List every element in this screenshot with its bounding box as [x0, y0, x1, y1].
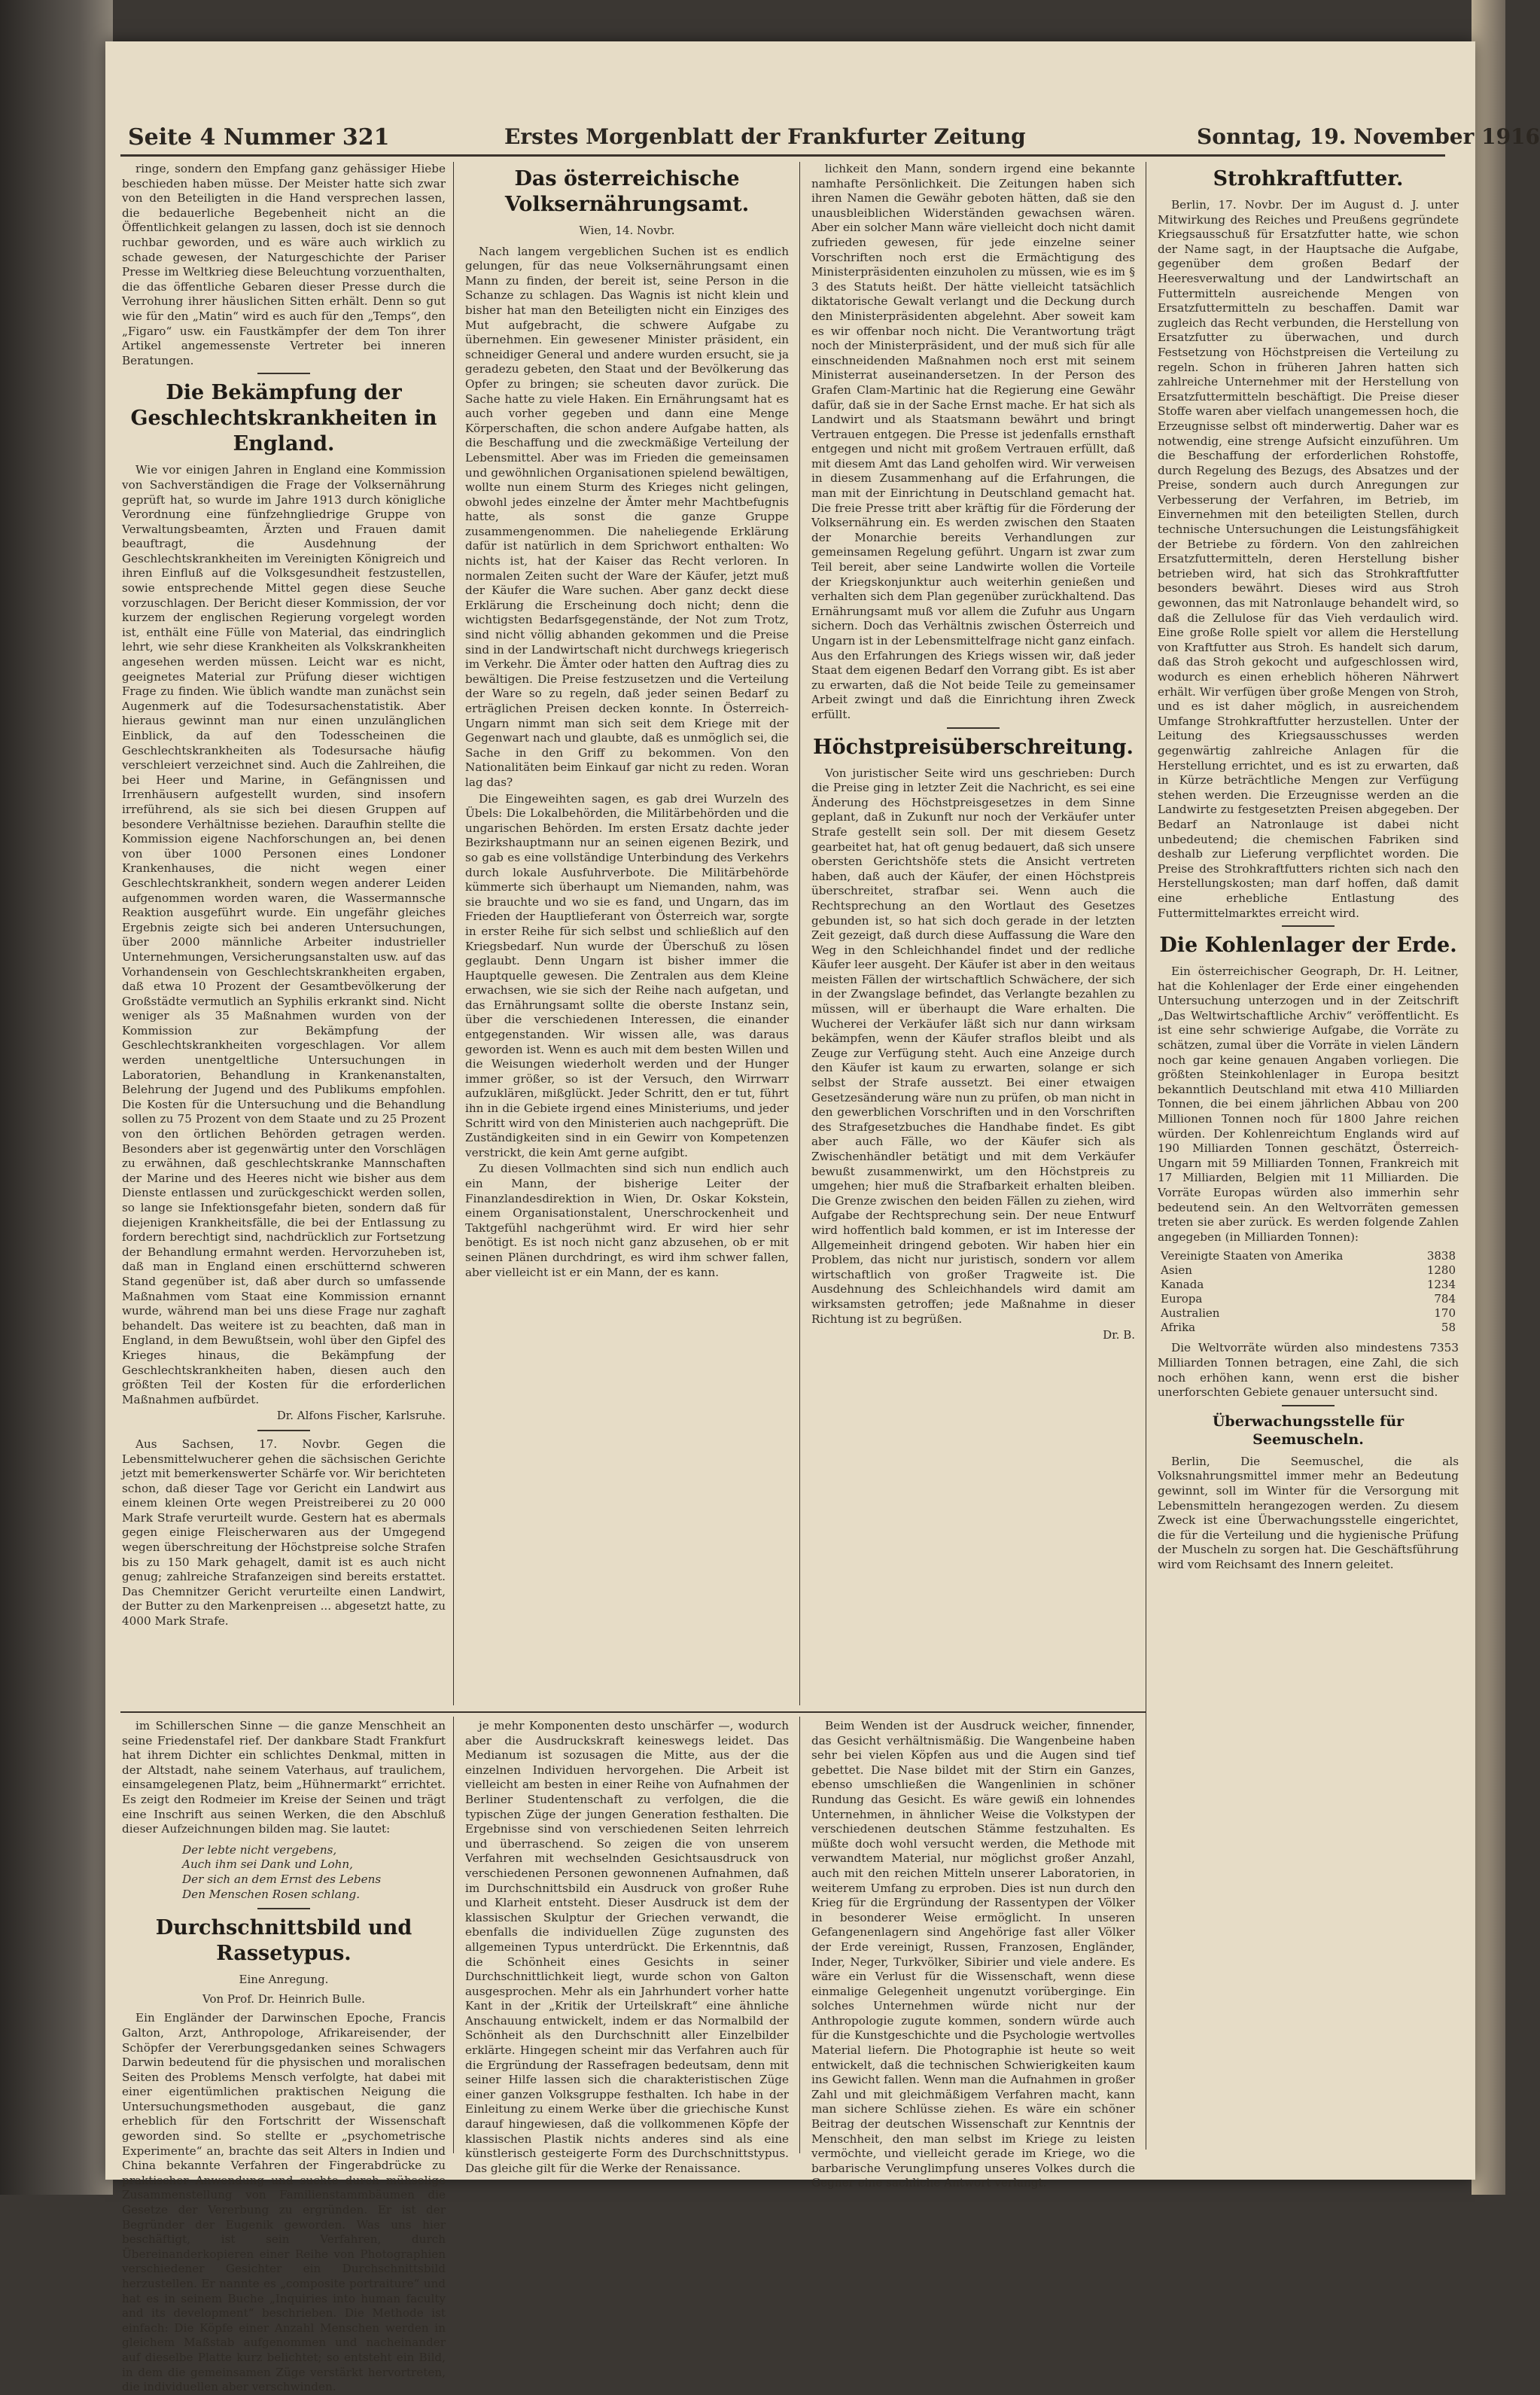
- page-stack-edge: [1472, 0, 1505, 2195]
- short-rule: [947, 727, 1000, 729]
- table-row: [1158, 1292, 1459, 1306]
- column-divider: [453, 162, 454, 1705]
- feuilleton-body: Beim Wenden ist der Ausdruck weicher, finnender, das Gesicht verhältnismäßig. Die Wangenbeine haben sehr bei vielen Köpfen aus und die Augen sind tief gebettet. Die Nase bildet mit der Stirn ein Ganzes, ebenso umschließen die Wangenlinien in schöner Rundung das Gesicht. Es wäre gewiß ein lohnendes Unternehmen, in ähnlicher Weise die Volkstypen der verschiedenen deutschen Stämme festzuhalten. Es müßte doch wohl versucht werden, die Methode mit verwandtem Material, nur möglichst großer Anzahl, auch mit den reichen Mitteln unserer Laboratorien, in weiterem Umfang zu erproben. Dies ist nun durch den Krieg für die Ergründung der Rassentypen der Völker in besonderer Weise ermöglicht. In unseren Gefangenenlagern sind Angehörige fast aller Völker der Erde vereinigt, Russen, Franzosen, Engländer, Inder, Neger, Turkvölker, Sibirier und viele andere. Es wäre ein Verlust für die Wissenschaft, wenn diese einmalige Gelegenheit ungenutzt vorüberginge. Ein solches Unternehmen würde nicht nur der Anthropologie zugute kommen, sondern würde auch für die Kunstgeschichte und die Psychologie wertvolles Material liefern. Die Photographie ist heute so weit entwickelt, daß die technischen Schwierigkeiten kaum ins Gewicht fallen. Wenn man die Aufnahmen in großer Zahl und mit gleichmäßigem Verfahren macht, kann man sichere Schlüsse ziehen. Es wäre ein schöner Beitrag der deutschen Wissenschaft zur Kenntnis der Menschheit, den man selbst im Kriege zu leisten vermöchte, und vielleicht gerade im Kriege, wo die barbarische Verunglimpfung unseres Volkes durch die Gegner eine sachliche Antwort verlangt.: [811, 1719, 1135, 2190]
- coal-reserves-table: [1158, 1249, 1459, 1335]
- column-divider: [799, 1717, 800, 2153]
- short-rule: [1282, 1405, 1335, 1406]
- column-3: [811, 162, 1135, 1705]
- article-title: Die Bekämpfung der Geschlechtskrankheiten in England.: [130, 381, 437, 456]
- article-continuation: ringe, sondern den Empfang ganz gehässiger Hiebe beschieden haben müsse. Der Meister hatte sich zwar von den Beteiligten in die Hand versprechen lassen, die bedauerliche Begebenheit nicht an die Öffentlichkeit gelangen zu lassen, doch ist sie dennoch ruchbar geworden, und es wäre auch wirklich zu schade gewesen, der Naturgeschichte der Pariser Presse im Weltkrieg diese Beleuchtung vorzuenthalten, die das öffentliche Gebaren dieser Presse durch die Verrohung ihrer häuslichen Sitten erhält. Denn so gut wie für den „Matin“ wird es auch für den „Temps“, den „Figaro“ usw. ein Faustkämpfer der dem Ton ihrer Artikel angemessenste Vertreter bei inneren Beratungen.: [122, 162, 446, 367]
- feuilleton-continuation: im Schillerschen Sinne — die ganze Menschheit an seine Friedenstafel rief. Der dankbare Stadt Frankfurt hat ihrem Dichter ein schlichtes Denkmal, mitten in der Altstadt, nahe seinem Vaterhaus, auf traulichem, einsamgelegenen Platz, beim „Hühnermarkt“ errichtet. Es zeigt den Rodmeier im Kreise der Seinen und trägt eine Inschrift aus seinen Werken, die den Abschluß dieser Aufzeichnungen bilden mag. Sie lautet:: [122, 1719, 446, 1836]
- article-body: Berlin, 17. Novbr. Der im August d. J. unter Mitwirkung des Reiches und Preußens gegründete Kriegsausschuß für Ersatzfutter hatte, wie schon der Name sagt, in der Hauptsache die Aufgabe, gegenüber dem großen Bedarf der Heeresverwaltung und der Landwirtschaft an Futtermitteln ausreichende Mengen von Ersatzfuttermitteln zu beschaffen. Damit war zugleich das Recht verbunden, die Herstellung von Ersatzfutter zu überwachen, und durch Festsetzung von Höchstpreisen die Verteilung zu regeln. Schon in früheren Jahren hatten sich zahlreiche Unternehmer mit der Herstellung von Ersatzfuttermitteln beschäftigt. Die Preise dieser Stoffe waren aber vielfach unangemessen hoch, die Erzeugnisse selbst oft minderwertig. Daher war es notwendig, eine strenge Aufsicht einzuführen. Um die Beschaffung der erforderlichen Rohstoffe, durch Regelung des Bezugs, des Absatzes und der Preise, sondern auch durch Anregungen zur Verbesserung der Verfahren, im Betrieb, im Einvernehmen mit den beteiligten Stellen, durch technische Untersuchungen die Leistungsfähigkeit der Betriebe zu fördern. Von den zahlreichen Ersatzfuttermitteln, deren Herstellung bisher betrieben wird, hat sich das Strohkraftfutter besonders bewährt. Dieses wird aus Stroh gewonnen, das mit Natronlauge behandelt wird, so daß die Zellulose für das Vieh verdaulich wird. Eine große Rolle spielt vor allem die Herstellung von Kraftfutter aus Stroh. Es handelt sich darum, daß das Stroh gekocht und aufgeschlossen wird, wodurch es einen erheblich höheren Nährwert erhält. Wir verfügen über große Mengen von Stroh, und es ist daher möglich, in ausreichendem Umfange Strohkraftfutter herzustellen. Unter der Leitung des Kriegsausschusses werden gegenwärtig zahlreiche Anlagen für die Herstellung errichtet, und es ist zu erwarten, daß in Kürze beträchtliche Mengen zur Verfügung stehen werden. Die Erzeugnisse werden an die Landwirte zu festgesetzten Preisen abgegeben. Der Bedarf an Natronlauge ist dabei nicht unbedeutend; die chemischen Fabriken sind deshalb zur Lieferung verpflichtet worden. Die Preise des Strohkraftfutters richten sich nach den Herstellungskosten; man darf hoffen, daß damit eine erhebliche Entlastung des Futtermittelmarktes erreicht wird.: [1158, 198, 1459, 920]
- article-title: Das österreichische Volksernährungsamt.: [504, 167, 750, 216]
- article-title: Strohkraftfutter.: [1213, 167, 1404, 190]
- masthead: Erstes Morgenblatt der Frankfurter Zeitung: [504, 124, 1026, 149]
- table-row: [1158, 1306, 1459, 1321]
- table-cell-value: 1234: [1426, 1278, 1456, 1292]
- table-cell-region: Afrika: [1161, 1321, 1196, 1335]
- table-cell-value: 1280: [1426, 1263, 1456, 1278]
- article-signature: Dr. Alfons Fischer, Karlsruhe.: [276, 1409, 446, 1423]
- article-body: Berlin, Die Seemuschel, die als Volksnahrungsmittel immer mehr an Bedeutung gewinnt, soll im Winter für die Versorgung mit Lebensmitteln herangezogen werden. Zu diesem Zweck ist eine Überwachungsstelle eingerichtet, die für die Verteilung und die hygienische Prüfung der Muscheln zu sorgen hat. Die Geschäftsführung wird vom Reichsamt des Innern geleitet.: [1158, 1454, 1459, 1571]
- inscription-verse: Der lebte nicht vergebens, Auch ihm sei Dank und Lohn, Der sich an dem Ernst des Lebens Den Menschen Rosen schlang.: [182, 1842, 382, 1901]
- table-cell-region: Australien: [1161, 1306, 1220, 1321]
- header-rule: [120, 154, 1445, 157]
- news-note: Aus Sachsen, 17. Novbr. Gegen die Lebensmittelwucherer gehen die sächsischen Gerichte jetzt mit bemerkenswerter Schärfe vor. Wir berichteten schon, daß dieser Tage vor Gericht ein Landwirt aus einem kleinen Orte wegen Preistreiberei zu 20 000 Mark Strafe verurteilt wurde. Gestern hat es abermals gegen einige Fleischerwaren aus der Umgegend wegen überschreitung der Höchstpreise solche Strafen bis zu 150 Mark gehagelt, damit ist es auch nicht genug; zahlreiche Strafanzeigen sind bereits erstattet. Das Chemnitzer Gericht verurteilte einen Landwirt, der Butter zu den Markenpreisen ... abgesetzt hatte, zu 4000 Mark Strafe.: [122, 1437, 446, 1629]
- short-rule: [257, 1430, 310, 1431]
- article-title: Die Kohlenlager der Erde.: [1159, 934, 1457, 958]
- table-cell-value: 3838: [1426, 1249, 1456, 1263]
- table-row: [1158, 1263, 1459, 1278]
- table-cell-region: Vereinigte Staaten von Amerika: [1161, 1249, 1344, 1263]
- short-rule: [257, 1908, 310, 1909]
- article-title: Höchstpreisüberschreitung.: [813, 735, 1134, 759]
- feuilleton-body: Ein Engländer der Darwinschen Epoche, Francis Galton, Arzt, Anthropologe, Afrikareisender, der Schöpfer der Vererbungsgedanken seines Schwagers Darwin bedeutend für die physischen und moralischen Seiten des Problems Mensch verfolgte, hat dabei mit einer eigentümlichen praktischen Neigung die Untersuchungsmethoden ausgebaut, die ganz erheblich für den Fortschritt der Wissenschaft geworden sind. So stellte er „psychometrische Experimente“ an, brachte das seit Alters in Indien und China bekannte Verfahren der Fingerabdrücke zu praktischer Anwendung und suchte durch mühselige Zusammenstellung von Familienstammbäumen die Gesetze der Vererbung zu ergründen. Er ist der Begründer der Eugenik geworden. Was uns hier beschäftigt, ist sein Verfahren, durch Übereinanderkopieren einer Reihe von Photographien verschiedener Gesichter ein Durchschnittsbild herzustellen. Er nannte es „composite portraiture“ und hat es in seinem Buche „Inquiries into human faculty and its development“ beschrieben. Die Methode ist einfach: Die Köpfe einer Anzahl Menschen werden in gleichem Maßstab aufgenommen und nacheinander auf dieselbe Platte kurz belichtet; so entsteht ein Bild, in dem die gemeinsamen Züge verstärkt hervortreten, die individuellen aber verschwinden.: [122, 2011, 446, 2394]
- newspaper-page: [105, 41, 1540, 2394]
- feuilleton-title: Durchschnittsbild und Rassetypus.: [155, 1916, 412, 1966]
- feuilleton-column-1: [122, 1719, 446, 2394]
- feuilleton-column-2: [465, 1719, 789, 2175]
- article-body: Zu diesen Vollmachten sind sich nun endlich auch ein Mann, der bisherige Leiter der Finanzlandesdirektion in Wien, Dr. Oskar Kokstein, einem Organisationstalent, Unerschrockenheit und Taktgefühl nachgerühmt wird. Er wird hier sehr benötigt. Es ist noch nicht ganz abzusehen, ob er mit seinen Plänen durchdringt, es wird ihm schwer fallen, aber vielleicht ist er ein Mann, der es kann.: [465, 1162, 789, 1279]
- section-rule: [120, 1711, 1146, 1713]
- date-header: Sonntag, 19. November 1916: [1197, 124, 1540, 149]
- article-body: Wie vor einigen Jahren in England eine Kommission von Sachverständigen die Frage der Volksernährung geprüft hat, so wurde im Jahre 1913 durch königliche Verordnung eine fünfzehngliedrige Gruppe von Verwaltungsbeamten, Ärzten und Frauen damit beauftragt, die Ausdehnung der Geschlechtskrankheiten im Vereinigten Königreich und ihren Einfluß auf die Volksgesundheit festzustellen, sowie entsprechende Mittel gegen diese Seuche vorzuschlagen. Der Bericht dieser Kommission, der vor kurzem der englischen Regierung vorgelegt worden ist, enthält eine Fülle von Material, das eindringlich lehrt, wie sehr diese Krankheiten als Volkskrankheiten angesehen werden müssen. Leicht war es nicht, geeignetes Material zur Prüfung dieser wichtigen Frage zu finden. Wie üblich wandte man zunächst sein Augenmerk auf die Todesursachenstatistik. Aber hieraus gewinnt man nur einen unzulänglichen Einblick, da auf den Todesscheinen die Geschlechtskrankheiten als Todesursache häufig verschleiert verzeichnet sind. Auch die Zahlreihen, die bei Heer und Marine, in Gefängnissen und Irrenhäusern aufgestellt wurden, sind insofern irreführend, als sie sich bei diesen Gruppen auf besondere Verhältnisse beziehen. Daraufhin stellte die Kommission eigene Nachforschungen an, bei denen von über 1000 Personen eines Londoner Krankenhauses, die nicht wegen einer Geschlechtskrankheit, sondern wegen anderer Leiden aufgenommen worden waren, die Wassermannsche Reaktion ausgeführt wurde. Ein ungefähr gleiches Ergebnis zeigte sich bei anderen Untersuchungen, über 2000 männliche Arbeiter industrieller Unternehmungen, Versicherungsanstalten usw. auf das Vorhandensein von Geschlechtskrankheiten ergaben, daß etwa 10 Prozent der Gesamtbevölkerung der Großstädte vermutlich an Syphilis erkrankt sind. Nicht weniger als 35 Maßnahmen wurden von der Kommission zur Bekämpfung der Geschlechtskrankheiten vorgeschlagen. Vor allem werden unentgeltliche Untersuchungen in Laboratorien, Behandlung in Krankenanstalten, Belehrung der Jugend und des Publikums empfohlen. Die Kosten für die Untersuchung und die Behandlung sollen zu 75 Prozent von dem Staate und zu 25 Prozent von den örtlichen Behörden getragen werden. Besonders aber ist gegenwärtig unter den Vorschlägen zu erwähnen, daß geschlechtskranke Mannschaften der Marine und des Heeres nicht wie bisher aus dem Dienste entlassen und zurückgeschickt werden sollen, so lange sie Infektionsgefahr bieten, sondern daß für diejenigen Krankheitsfälle, die bei der Entlassung zu fordern berechtigt sind, nachdrücklich zur Fortsetzung der Behandlung ermahnt werden. Hervorzuheben ist, daß man in England einen erschütternd schweren Stand gegenüber ist, daß aber durch so umfassende Maßnahmen vom Staat eine Kommission ernannt wurde, während man bei uns diese Frage nur zaghaft behandelt. Das weitere ist zu beachten, daß man in England, in dem Bewußtsein, wohl über den Gipfel des Krieges hinaus, die Bekämpfung der Geschlechtskrankheiten haben, diesen auch den größten Teil der Kosten für die erforderlichen Maßnahmen aufbürdet.: [122, 463, 446, 1406]
- feuilleton-column-3: [811, 1719, 1135, 2190]
- book-spine: [0, 0, 113, 2195]
- page-number-header: Seite 4 Nummer 321: [128, 124, 390, 151]
- dateline: Wien, 14. Novbr.: [579, 224, 675, 237]
- column-divider: [799, 162, 800, 1705]
- table-cell-value: 784: [1434, 1292, 1456, 1306]
- article-body: Von juristischer Seite wird uns geschrieben: Durch die Preise ging in letzter Zeit die Nachricht, es sei eine Änderung des Höchstpreisgesetzes in dem Sinne geplant, daß in Zukunft nur noch der Verkäufer unter Strafe gestellt sein soll. Der mit diesem Gesetz gearbeitet hat, hat oft genug bedauert, daß sich unsere obersten Gerichtshöfe stets die Ansicht vertreten haben, daß auch der Käufer, der einen Höchstpreis überschreitet, strafbar sei. Wenn auch die Rechtsprechung an den Wortlaut des Gesetzes gebunden ist, so hat sich doch gerade in der letzten Zeit gezeigt, daß durch diese Auffassung die Ware den Weg in den Schleichhandel findet und der redliche Käufer leer ausgeht. Der Käufer ist aber in den weitaus meisten Fällen der wirtschaftlich Schwächere, der sich in der Zwangslage befindet, das Verlangte bezahlen zu müssen, will er überhaupt die Ware erhalten. Die Wucherei der Verkäufer läßt sich nur dann wirksam bekämpfen, wenn der Käufer straflos bleibt und als Zeuge zur Verfügung steht. Auch eine Anzeige durch den Käufer ist kaum zu erwarten, solange er sich selbst der Strafe aussetzt. Bei einer etwaigen Gesetzesänderung wäre nun zu prüfen, ob man nicht in den gewerblichen Vorschriften und in den Vorschriften des Strafgesetzbuches die Handhabe findet. Es gibt aber auch Fälle, wo der Käufer sich als Zwischenhändler betätigt und mit dem Verkäufer bewußt zusammenwirkt, um den Höchstpreis zu umgehen; hier muß die Strafbarkeit erhalten bleiben. Die Grenze zwischen den beiden Fällen zu ziehen, wird Aufgabe der Rechtsprechung sein. Der neue Entwurf wird hoffentlich bald kommen, er ist im Interesse der Allgemeinheit dringend geboten. Wir haben hier ein Problem, das nicht nur juristisch, sondern vor allem wirtschaftlich von großer Tragweite ist. Die Ausdehnung des Schleichhandels wird damit am wirksamsten getroffen; jede Maßnahme in dieser Richtung ist zu begrüßen.: [811, 766, 1135, 1326]
- table-cell-value: 170: [1434, 1306, 1456, 1321]
- column-4: [1158, 162, 1459, 2150]
- table-cell-region: Kanada: [1161, 1278, 1204, 1292]
- feuilleton-author: Von Prof. Dr. Heinrich Bulle.: [202, 1991, 365, 2006]
- article-body: Nach langem vergeblichen Suchen ist es endlich gelungen, für das neue Volksernährungsamt einen Mann zu finden, der bereit ist, seine Person in die Schanze zu schlagen. Das Wagnis ist nicht klein und bisher hat man den Beteiligten nicht ein Einziges des Mut aufgebracht, die schwere Aufgabe zu übernehmen. Ein gewesener Minister präsident, ein schneidiger General und andere wurden ersucht, sie ja geradezu gebeten, den Staat und der Bevölkerung das Opfer zu bringen; sie scheuten davor zurück. Die Sache hatte zu viele Haken. Ein Ernährungsamt hat es auch vorher gegeben und dann eine Menge Körperschaften, die schon andere Aufgabe hatten, als die Beschaffung und die zweckmäßige Verteilung der Lebensmittel. Aber was im Frieden die gemeinsamen und gewöhnlichen Organisationen spielend bewältigen, wollte nun einem Sturm des Krieges nicht gelingen, obwohl jedes einzelne der Ämter mehr Machtbefugnis hatte, als sonst die ganze Gruppe zusammengenommen. Die naheliegende Erklärung dafür ist natürlich in dem Sprichwort enthalten: Wo nichts ist, hat der Kaiser das Recht verloren. In normalen Zeiten sucht der Ware der Käufer, jetzt muß der Käufer die Ware suchen. Aber ganz deckt diese Erklärung die Erscheinung doch nicht; denn die wichtigsten Bedarfsgegenstände, der Not zum Trotz, sind nicht völlig abhanden gekommen und die Preise sind in der Landwirtschaft nicht durchwegs kriegerisch im Verkehr. Die Ämter oder hatten den Auftrag dies zu bewältigen. Die Preise festzusetzen und die Verteilung der Ware so zu regeln, daß jeder seinen Bedarf zu erträglichen Preisen decken konnte. In Österreich-Ungarn nimmt man sich seit dem Kriege mit der Gegenwart nach und glaubte, daß es unmöglich sei, die Sache in den Griff zu bekommen. Von den Nationalitäten beim Einkauf gar nicht zu reden. Woran lag das?: [465, 244, 789, 789]
- column-1: [122, 162, 446, 1705]
- article-body: Die Eingeweihten sagen, es gab drei Wurzeln des Übels: Die Lokalbehörden, die Militärbehörden und die ungarischen Behörden. Im ersten Ersatz dachte jeder Bezirkshauptmann nur an seinen eigenen Bezirk, und so gab es eine vollständige Unterbindung des Verkehrs durch lokale Ausfuhrverbote. Die Militärbehörde kümmerte sich überhaupt um Niemanden, nahm, was sie brauchte und wo sie es fand, und Ungarn, das im Frieden der Hauptlieferant von Österreich war, sorgte in erster Reihe für sich selbst und schließlich auf den Kriegsbedarf. Nun wurde der Überschuß zu lösen geglaubt. Denn Ungarn ist bisher immer die Hauptquelle gewesen. Die Zentralen aus dem Kleine erwachsen, wie sie sich der Reihe nach aufgetan, und das Ernährungsamt sollte die oberste Instanz sein, über die verschiedenen Interessen, die einander entgegenstanden. Wir wissen alle, was daraus geworden ist. Wenn es auch mit dem besten Willen und die Weisungen wiederholt werden und der Hunger immer größer, so ist der Versuch, den Wirrwarr aufzuklären, mißglückt. Jeder Schritt, den er tut, führt ihn in die Gebiete irgend eines Ministeriums, und jeder Schritt wird von den Ministerien auch nachgeprüft. Die Zuständigkeiten sind in ein Gewirr von Kompetenzen verstrickt, die kein Amt gerne aufgibt.: [465, 791, 789, 1159]
- column-divider: [453, 1717, 454, 2153]
- feuilleton-body: je mehr Komponenten desto unschärfer —, wodurch aber die Ausdruckskraft keineswegs leidet. Das Medianum ist sozusagen die Mitte, aus der die einzelnen Individuen hervorgehen. Die Arbeit ist vielleicht am besten in einer Reihe von Aufnahmen der Berliner Studentenschaft zu verfolgen, die die typischen Züge der jungen Generation festhalten. Die Ergebnisse sind von verschiedenen Seiten lehrreich und überraschend. So zeigen die von unserem Verfahren mit wechselnden Gesichtsausdruck von verschiedenen Personen gewonnenen Aufnahmen, daß im Durchschnittsbild ein Ausdruck von großer Ruhe und Klarheit entsteht. Dieser Ausdruck ist dem der klassischen Skulptur der Griechen verwandt, die ebenfalls die individuellen Züge zugunsten des allgemeinen Typus unterdrückt. Die Erkenntnis, daß die Schönheit eines Gesichts in seiner Durchschnittlichkeit liegt, wurde schon von Galton ausgesprochen. Mehr als ein Jahrhundert vorher hatte Kant in der „Kritik der Urteilskraft“ eine ähnliche Anschauung entwickelt, indem er das Normalbild der Schönheit als den Durchschnitt aller Einzelbilder erklärte. Hingegen scheint mir das Verfahren auch für die Ergründung der Rassefragen bedeutsam, denn mit seiner Hilfe lassen sich die charakteristischen Züge einer ganzen Volksgruppe festhalten. Ich habe in der Einleitung zu einem Werke über die griechische Kunst darauf hingewiesen, daß die vollkommenen Köpfe der klassischen Plastik nichts anderes sind als eine künstlerisch gesteigerte Form des Durchschnittstypus. Das gleiche gilt für die Werke der Renaissance.: [465, 1719, 789, 2175]
- short-rule: [257, 373, 310, 374]
- feuilleton-subtitle: Eine Anregung.: [239, 1973, 329, 1987]
- column-2: [465, 162, 789, 1705]
- article-body: Die Weltvorräte würden also mindestens 7353 Milliarden Tonnen betragen, eine Zahl, die sich noch erhöhen kann, wenn erst die bisher unerforschten Gebiete genauer untersucht sind.: [1158, 1341, 1459, 1400]
- article-signature: Dr. B.: [1103, 1328, 1135, 1342]
- table-row: [1158, 1249, 1459, 1263]
- article-body: Ein österreichischer Geograph, Dr. H. Leitner, hat die Kohlenlager der Erde einer eingehenden Untersuchung unterzogen und in der Zeitschrift „Das Weltwirtschaftliche Archiv“ veröffentlicht. Es ist eine sehr schwierige Aufgabe, die Vorräte zu schätzen, zumal über die Vorräte in vielen Ländern noch gar keine genauen Angaben vorliegen. Die größten Steinkohlenlager in Europa besitzt bekanntlich Deutschland mit etwa 410 Milliarden Tonnen, die bei einem jährlichen Abbau von 200 Millionen Tonnen noch für 1800 Jahre reichen würden. Der Kohlenreichtum Englands wird auf 190 Milliarden Tonnen geschätzt, Österreich-Ungarn mit 59 Milliarden Tonnen, Frankreich mit 17 Milliarden, Belgien mit 11 Milliarden. Die Vorräte Europas würden also immerhin sehr bedeutend sein. An den Weltvorräten gemessen treten sie aber zurück. Es werden folgende Zahlen angegeben (in Milliarden Tonnen):: [1158, 964, 1459, 1244]
- table-cell-region: Asien: [1161, 1263, 1192, 1278]
- table-row: [1158, 1321, 1459, 1335]
- table-cell-value: 58: [1441, 1321, 1456, 1335]
- table-row: [1158, 1278, 1459, 1292]
- article-body: lichkeit den Mann, sondern irgend eine bekannte namhafte Persönlichkeit. Die Zeitungen haben sich ihren Namen die Gewähr geboten hätten, daß sie den unausbleiblichen Widerständen gewachsen wären. Aber ein solcher Mann wäre vielleicht doch nicht damit zufrieden gewesen, für jede einzelne seiner Vorschriften noch erst die Ermächtigung des Ministerpräsidenten einzuholen zu müssen, wie es im § 3 des Statuts heißt. Der hätte vielleicht tatsächlich diktatorische Gewalt verlangt und die Deckung durch den Ministerpräsidenten abgelehnt. Aber soweit kam es wir offenbar noch nicht. Die Verantwortung trägt noch der Ministerpräsident, und der muß sich für alle einschneidenden Maßnahmen noch erst mit seinem Ministerrat auseinandersetzen. In der Person des Grafen Clam-Martinic hat die Regierung eine Gewähr dafür, daß sie in der Sache Ernst mache. Er hat sich als Landwirt und als Staatsmann bewährt und bringt Vertrauen entgegen. Die Presse ist jedenfalls ernsthaft entgegen und nicht mit großem Vertrauen erfüllt, daß mit diesem Amt das Land geholfen wird. Wir verweisen in diesem Zusammenhang auf die Erfahrungen, die man mit der Einrichtung in Deutschland gemacht hat. Die freie Presse tritt aber kräftig für die Förderung der Volksernährung ein. Es werden zwischen den Staaten der Monarchie bereits Verhandlungen zur gemeinsamen Regelung geführt. Ungarn ist zwar zum Teil bereit, aber seine Landwirte wollen die Vorteile der Kriegskonjunktur auch weiterhin genießen und verhalten sich dem Plan gegenüber zurückhaltend. Das Ernährungsamt muß vor allem die Zufuhr aus Ungarn sichern. Doch das Verhältnis zwischen Österreich und Ungarn ist in der Lebensmittelfrage nicht ganz einfach. Aus den Erfahrungen des Kriegs wissen wir, daß jeder Staat dem eigenen Bedarf den Vorrang gibt. Es ist aber zu erwarten, daß die Not beide Teile zu gemeinsamer Arbeit zwingt und daß die Einrichtung ihren Zweck erfüllt.: [811, 162, 1135, 721]
- short-rule: [1282, 925, 1335, 927]
- table-cell-region: Europa: [1161, 1292, 1203, 1306]
- article-title: Überwachungsstelle für Seemuscheln.: [1212, 1412, 1405, 1448]
